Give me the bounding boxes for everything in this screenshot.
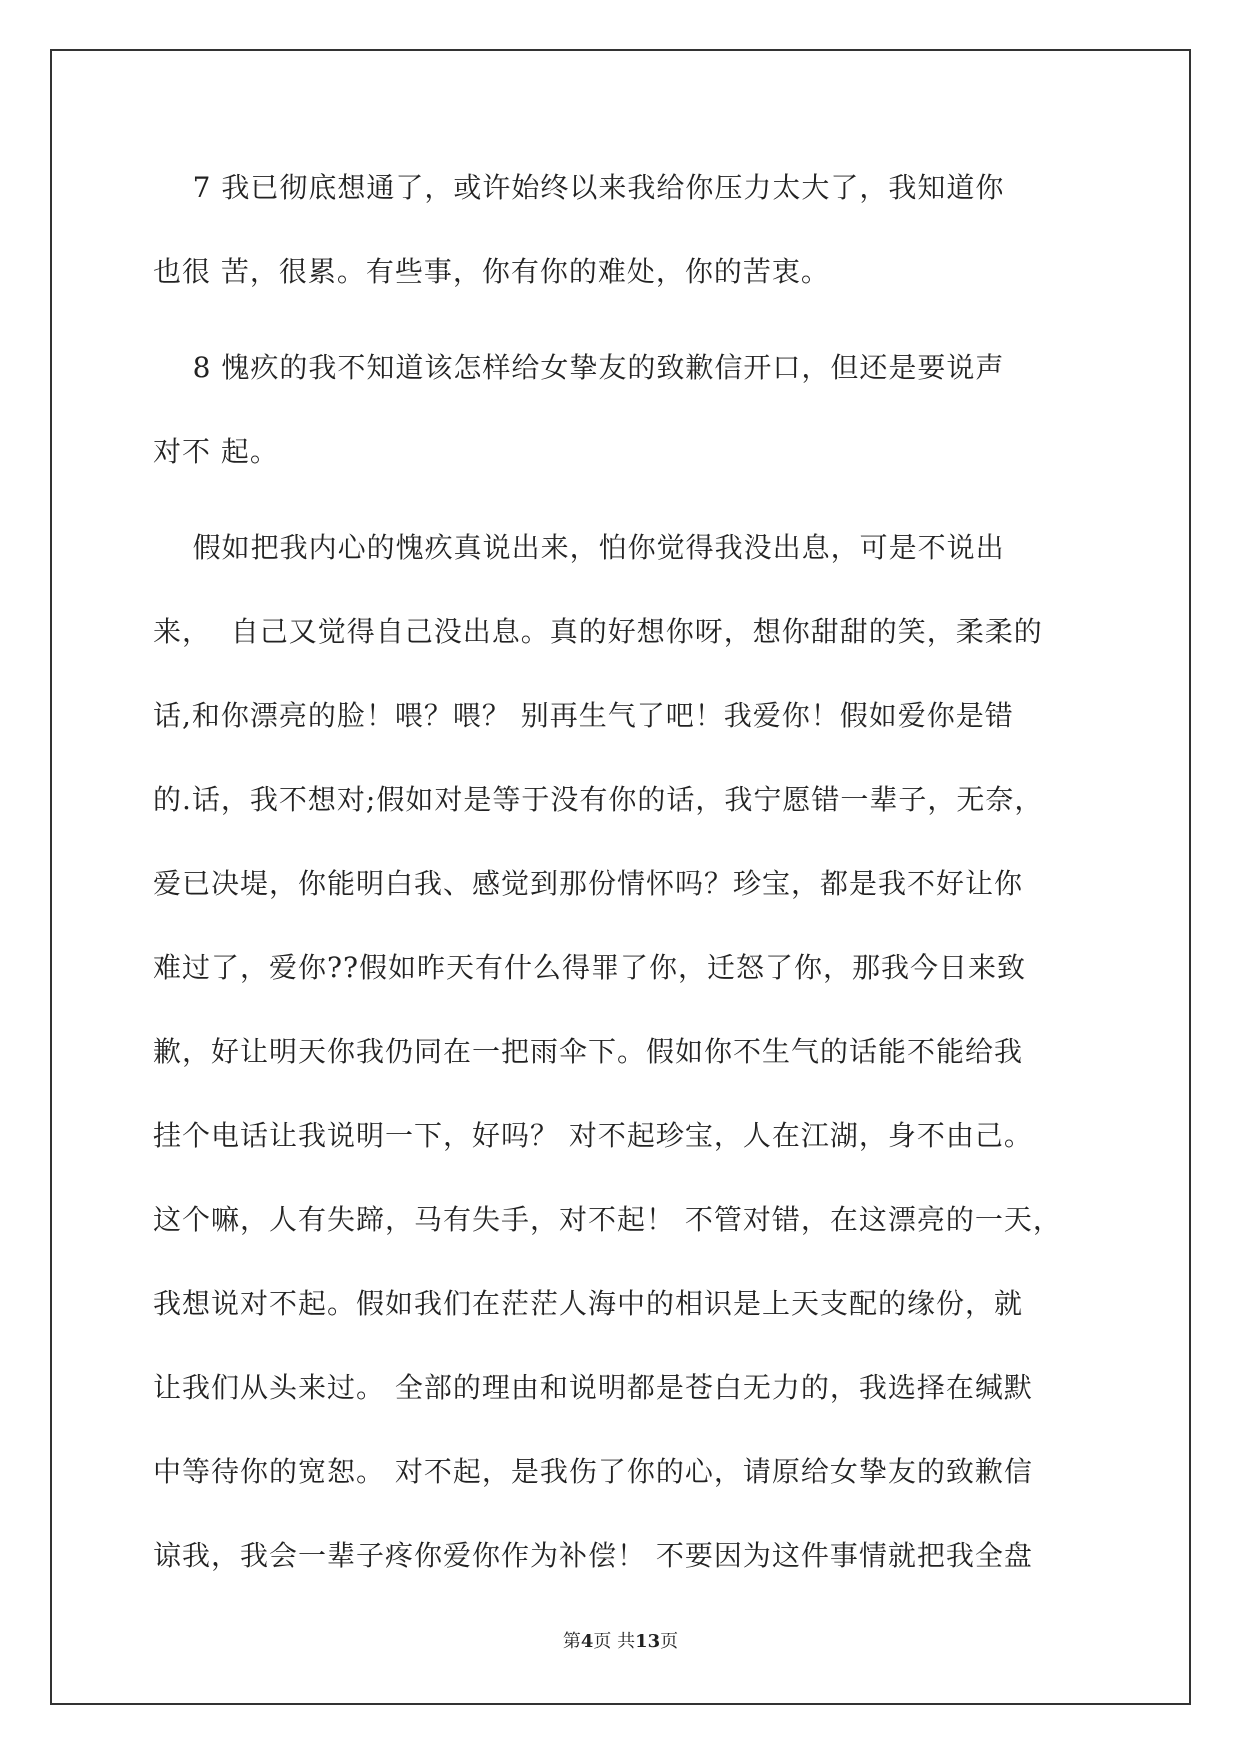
paragraph-line: 挂个电话让我说明一下，好吗？ 对不起珍宝，人在江湖，身不由己。 [153,1119,1033,1152]
page-mid: 页 共 [593,1631,636,1652]
total-page-count: 13 [635,1631,661,1652]
paragraph-line: 7 我已彻底想通了，或许始终以来我给你压力太大了，我知道你 [153,171,1005,204]
paragraph-line: 歉，好让明天你我仍同在一把雨伞下。假如你不生气的话能不能给我 [153,1035,1024,1068]
paragraph-line: 爱已决堤，你能明白我、感觉到那份情怀吗？珍宝，都是我不好让你 [153,867,1024,900]
paragraph-line: 让我们从头来过。 全部的理由和说明都是苍白无力的，我选择在缄默 [153,1371,1033,1404]
page-suffix: 页 [660,1631,679,1652]
paragraph-line: 对不 起。 [153,435,279,468]
paragraph-line: 我想说对不起。假如我们在茫茫人海中的相识是上天支配的缘份，就 [153,1287,1024,1320]
paragraph-line: 的.话，我不想对;假如对是等于没有你的话，我宁愿错一辈子，无奈， [153,783,1044,816]
paragraph-line: 中等待你的宽恕。 对不起，是我伤了你的心，请原给女挚友的致歉信 [153,1455,1033,1488]
paragraph-line: 也很 苦，很累。有些事，你有你的难处，你的苦衷。 [153,255,830,288]
paragraph-line: 话,和你漂亮的脸！喂？喂？ 别再生气了吧！我爱你！假如爱你是错 [153,699,1014,732]
paragraph-line: 假如把我内心的愧疚真说出来，怕你觉得我没出息，可是不说出 [153,531,1005,564]
document-body [153,168,1093,1620]
paragraph-line: 8 愧疚的我不知道该怎样给女挚友的致歉信开口，但还是要说声 [153,351,1005,384]
paragraph-line: 这个嘛，人有失蹄，马有失手，对不起！ 不管对错，在这漂亮的一天， [153,1203,1062,1236]
paragraph-line: 难过了，爱你??假如昨天有什么得罪了你，迁怒了你，那我今日来致 [153,951,1027,984]
paragraph-line: 来， 自己又觉得自己没出息。真的好想你呀，想你甜甜的笑，柔柔的 [153,615,1043,648]
page-prefix: 第 [562,1631,581,1652]
page-footer [0,1630,1241,1654]
paragraph-line: 谅我，我会一辈子疼你爱你作为补偿！ 不要因为这件事情就把我全盘 [153,1539,1033,1572]
current-page-number: 4 [580,1631,594,1652]
